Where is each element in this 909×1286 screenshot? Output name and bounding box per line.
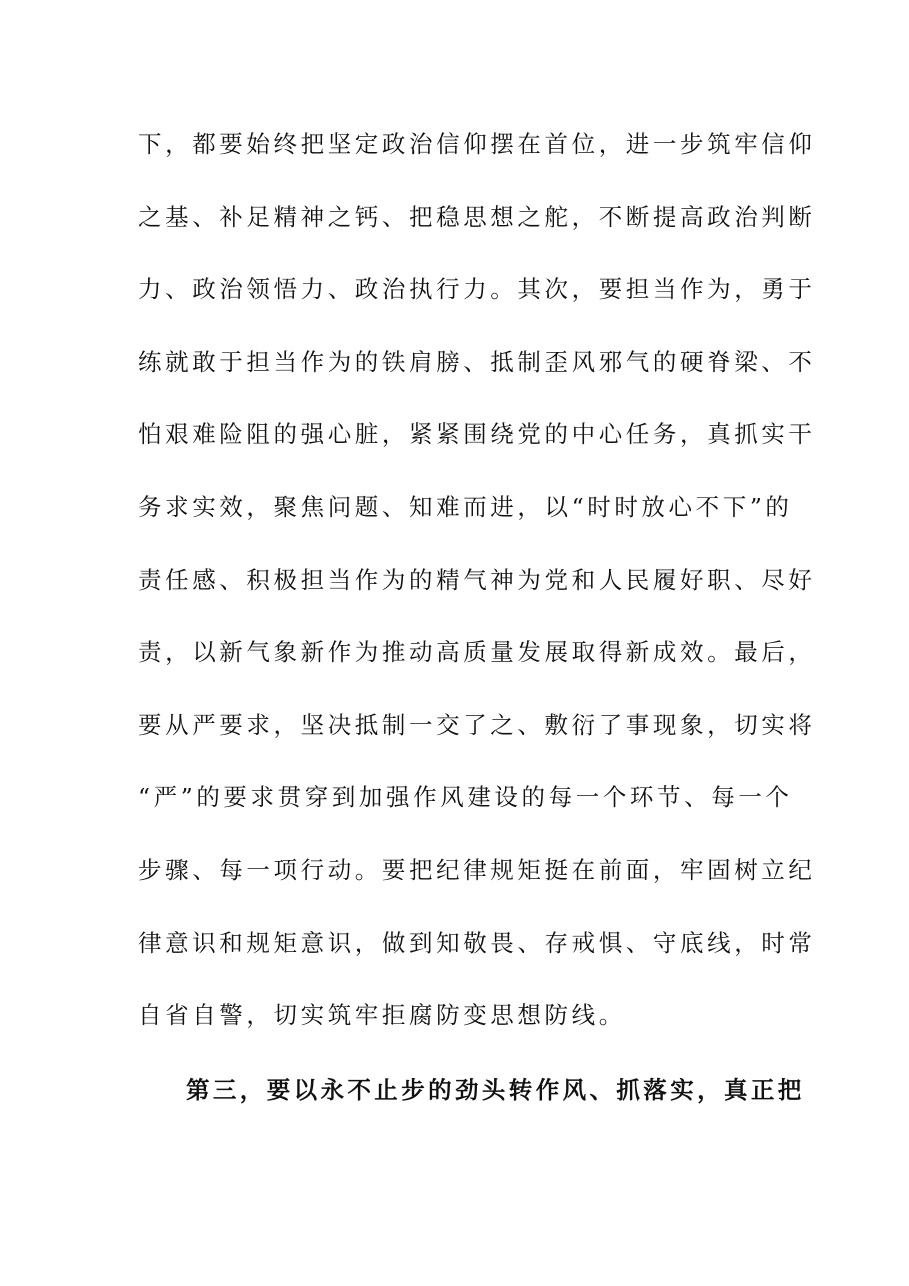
text-line-6: 务求实效，聚焦问题、知难而进，以“时时放心不下”的 [138, 492, 793, 521]
body-text [138, 120, 816, 1138]
text-line-10: “严”的要求贯穿到加强作风建设的每一个环节、每一个 [138, 783, 793, 812]
text-line-3: 力、政治领悟力、政治执行力。其次，要担当作为，勇于 [138, 275, 816, 304]
text-line-8: 责，以新气象新作为推动高质量发展取得新成效。最后， [138, 638, 816, 667]
text-line-11: 步骤、每一项行动。要把纪律规矩挺在前面，牢固树立纪 [138, 855, 816, 884]
text-line-7: 责任感、积极担当作为的精气神为党和人民履好职、尽好 [138, 565, 816, 594]
text-line-2: 之基、补足精神之钙、把稳思想之舵，不断提高政治判断 [138, 202, 816, 231]
text-line-1: 下，都要始终把坚定政治信仰摆在首位，进一步筑牢信仰 [138, 130, 816, 158]
text-line-9: 要从严要求，坚决抵制一交了之、敷衍了事现象，切实将 [138, 710, 816, 739]
text-line-12: 律意识和规矩意识，做到知敬畏、存戒惧、守底线，时常 [138, 928, 816, 957]
text-line-13: 自省自警，切实筑牢拒腐防变思想防线。 [138, 1001, 626, 1030]
text-line-5: 怕艰难险阻的强心脏，紧紧围绕党的中心任务，真抓实干 [138, 420, 816, 449]
section-heading: 第三，要以永不止步的劲头转作风、抓落实，真正把 [186, 1075, 805, 1104]
text-line-4: 练就敢于担当作为的铁肩膀、抵制歪风邪气的硬脊梁、不 [138, 347, 816, 376]
